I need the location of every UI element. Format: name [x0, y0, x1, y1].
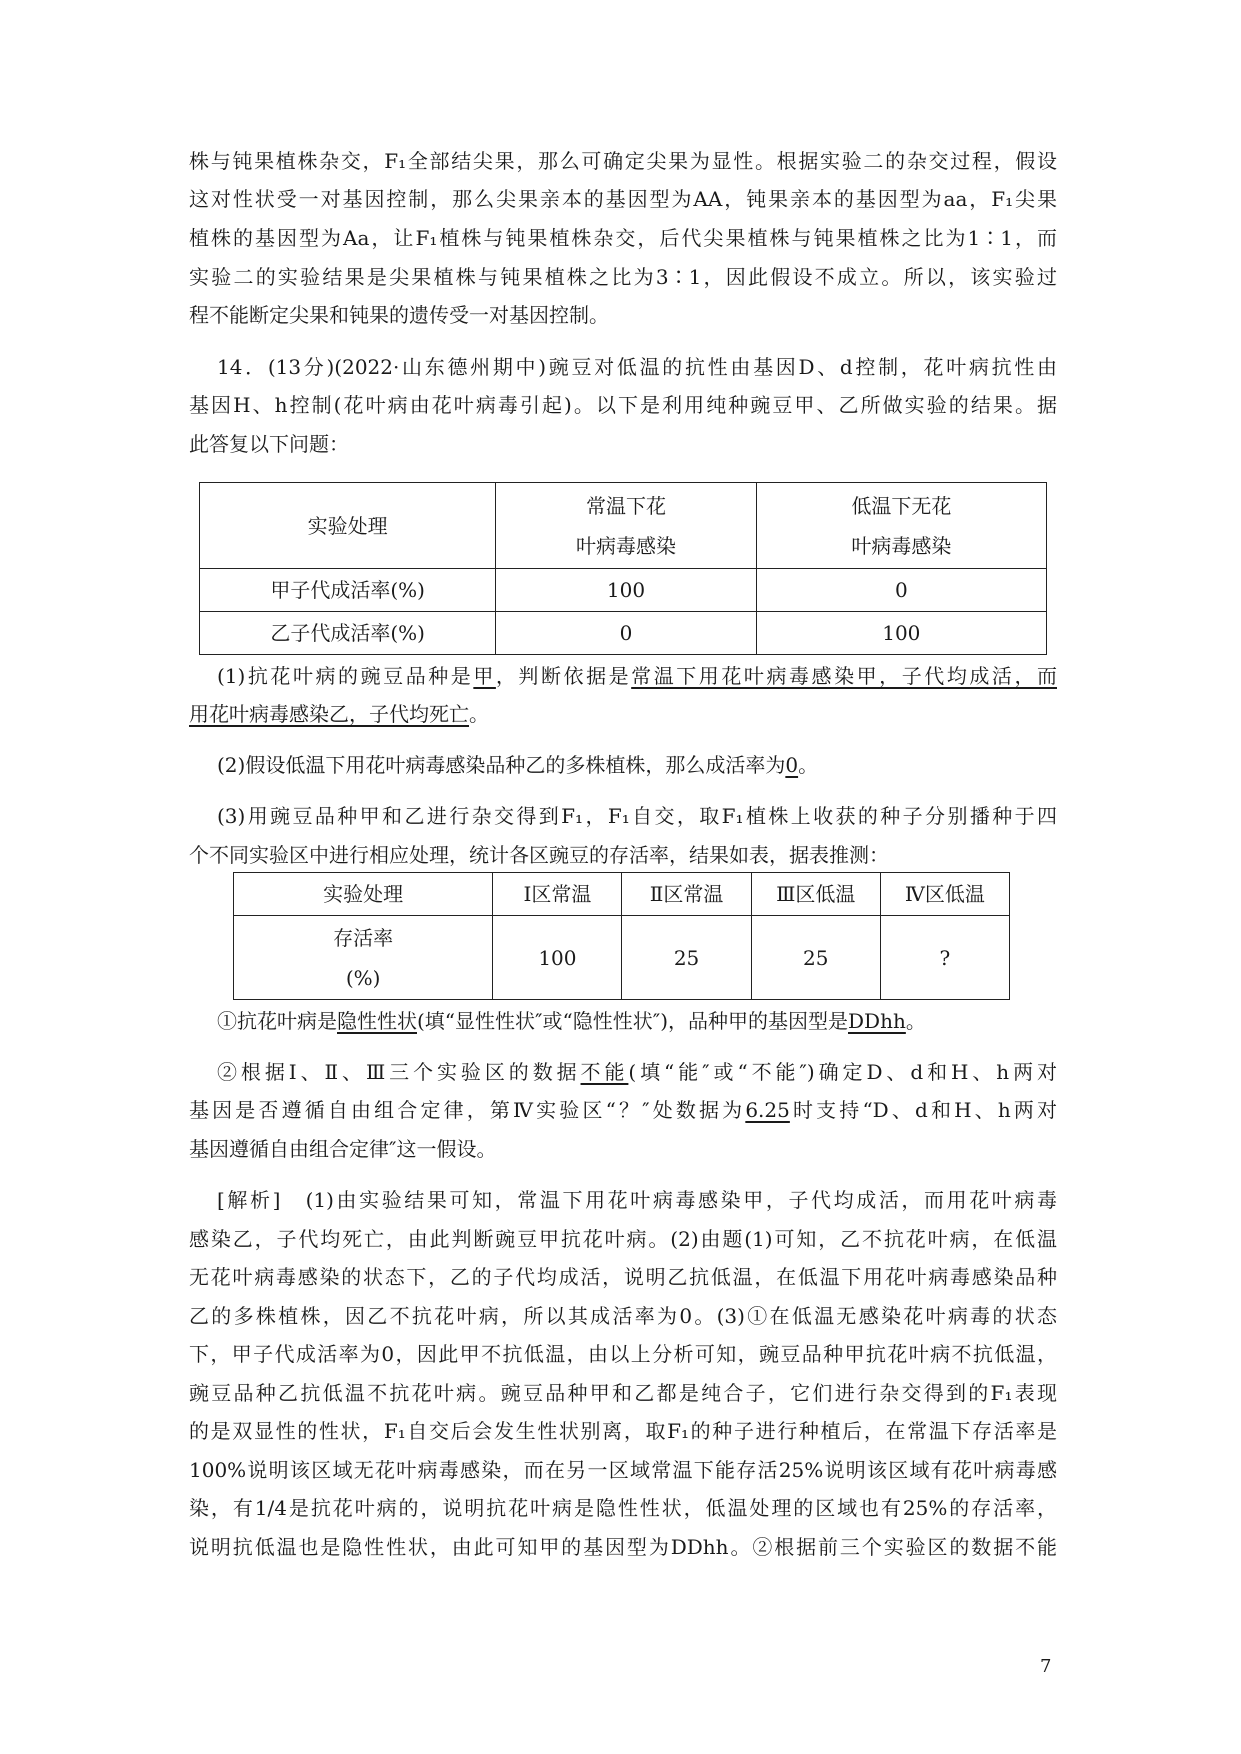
answer-blank: 甲 [473, 664, 496, 688]
question-14-line: 14．(13分)(2022·山东德州期中)豌豆对低温的抗性由基因D、d控制，花叶病抗性由 [217, 355, 1057, 379]
table-row [234, 916, 1010, 1000]
answer-3b-line: ②根据Ⅰ、Ⅱ、Ⅲ三个实验区的数据不能(填“能″或“不能″)确定D、d和H、h两对 [217, 1060, 1058, 1084]
text-line: 程不能断定尖果和钝果的遗传受一对基因控制。 [189, 303, 609, 327]
page-number: 7 [1040, 1656, 1052, 1677]
results-table-2 [233, 872, 1010, 1000]
analysis-line: 说明抗低温也是隐性性状，由此可知甲的基因型为DDhh。②根据前三个实验区的数据不能 [189, 1535, 1057, 1559]
analysis-line: 乙的多株植株，因乙不抗花叶病，所以其成活率为0。(3)①在低温无感染花叶病毒的状态 [189, 1304, 1057, 1328]
analysis-line: 染，有1/4是抗花叶病的，说明抗花叶病是隐性性状，低温处理的区域也有25%的存活率， [189, 1496, 1057, 1520]
analysis-line: 感染乙，子代均死亡，由此判断豌豆甲抗花叶病。(2)由题(1)可知，乙不抗花叶病，在低温 [189, 1227, 1057, 1251]
table2-cell: 25 [751, 916, 880, 1000]
table1-cell: 甲子代成活率(%) [200, 569, 496, 612]
answer-3a-line: ①抗花叶病是隐性性状(填“显性性状″或“隐性性状″)，品种甲的基因型是DDhh。 [217, 1009, 926, 1033]
question-3-line: 个不同实验区中进行相应处理，统计各区豌豆的存活率，结果如表，据表推测： [189, 843, 889, 867]
answer-1-line: (1)抗花叶病的豌豆品种是甲，判断依据是常温下用花叶病毒感染甲，子代均成活，而 [217, 664, 1057, 688]
analysis-line: 下，甲子代成活率为0，因此甲不抗低温，由以上分析可知，豌豆品种甲抗花叶病不抗低温， [189, 1342, 1057, 1366]
question-14-line: 基因H、h控制(花叶病由花叶病毒引起)。以下是利用纯种豌豆甲、乙所做实验的结果。据 [189, 393, 1057, 417]
table2-header-cell: Ⅲ区低温 [751, 873, 880, 916]
table1-cell: 乙子代成活率(%) [200, 612, 496, 655]
analysis-line: [解析] (1)由实验结果可知，常温下用花叶病毒感染甲，子代均成活，而用花叶病毒 [217, 1188, 1057, 1212]
table1-cell: 0 [496, 612, 756, 655]
table-row [200, 612, 1047, 655]
answer-3b-line: 基因遵循自由组合定律″这一假设。 [189, 1137, 497, 1161]
table2-cell: 存活率 (%) [234, 916, 493, 1000]
table1-header-cell: 常温下花 叶病毒感染 [496, 483, 756, 569]
table2-cell: 100 [493, 916, 622, 1000]
table2-header-cell: Ⅰ区常温 [493, 873, 622, 916]
table1-header-cell: 低温下无花 叶病毒感染 [756, 483, 1046, 569]
question-14-line: 此答复以下问题： [189, 432, 349, 456]
table1-cell: 0 [756, 569, 1046, 612]
answer-2-line: (2)假设低温下用花叶病毒感染品种乙的多株植株，那么成活率为0。 [217, 753, 819, 777]
table2-header-cell: Ⅳ区低温 [880, 873, 1009, 916]
text-line: 植株的基因型为Aa，让F₁植株与钝果植株杂交，后代尖果植株与钝果植株之比为1∶1，而 [189, 226, 1057, 250]
results-table-1 [199, 482, 1047, 655]
answer-blank: 0 [785, 753, 799, 777]
answer-blank: 用花叶病毒感染乙，子代均死亡 [189, 702, 469, 726]
answer-blank: DDhh [848, 1009, 906, 1033]
table2-header-cell: 实验处理 [234, 873, 493, 916]
analysis-line: 的是双显性的性状，F₁自交后会发生性状别离，取F₁的种子进行种植后，在常温下存活率是 [189, 1419, 1057, 1443]
table-row [200, 569, 1047, 612]
table1-cell: 100 [756, 612, 1046, 655]
table1-cell: 100 [496, 569, 756, 612]
answer-1-line: 用花叶病毒感染乙，子代均死亡。 [189, 702, 489, 726]
table2-header-cell: Ⅱ区常温 [622, 873, 751, 916]
table2-cell: 25 [622, 916, 751, 1000]
table2-cell: ? [880, 916, 1009, 1000]
analysis-line: 100%说明该区域无花叶病毒感染，而在另一区域常温下能存活25%说明该区域有花叶病毒感 [189, 1458, 1057, 1482]
text-line: 这对性状受一对基因控制，那么尖果亲本的基因型为AA，钝果亲本的基因型为aa，F₁尖果 [189, 187, 1057, 211]
text-line: 株与钝果植株杂交，F₁全部结尖果，那么可确定尖果为显性。根据实验二的杂交过程，假设 [189, 149, 1057, 173]
answer-blank: 不能 [580, 1060, 629, 1084]
answer-blank: 隐性性状 [337, 1009, 417, 1033]
answer-3b-line: 基因是否遵循自由组合定律，第Ⅳ实验区“？″处数据为6.25时支持“D、d和H、h两对 [189, 1098, 1057, 1122]
answer-blank: 6.25 [745, 1098, 790, 1122]
analysis-line: 豌豆品种乙抗低温不抗花叶病。豌豆品种甲和乙都是纯合子，它们进行杂交得到的F₁表现 [189, 1381, 1057, 1405]
text-line: 实验二的实验结果是尖果植株与钝果植株之比为3∶1，因此假设不成立。所以，该实验过 [189, 265, 1057, 289]
answer-blank: 常温下用花叶病毒感染甲，子代均成活，而 [631, 664, 1057, 688]
analysis-line: 无花叶病毒感染的状态下，乙的子代均成活，说明乙抗低温，在低温下用花叶病毒感染品种 [189, 1265, 1057, 1289]
table1-header-cell: 实验处理 [200, 483, 496, 569]
question-3-line: (3)用豌豆品种甲和乙进行杂交得到F₁，F₁自交，取F₁植株上收获的种子分别播种于四 [217, 804, 1057, 828]
